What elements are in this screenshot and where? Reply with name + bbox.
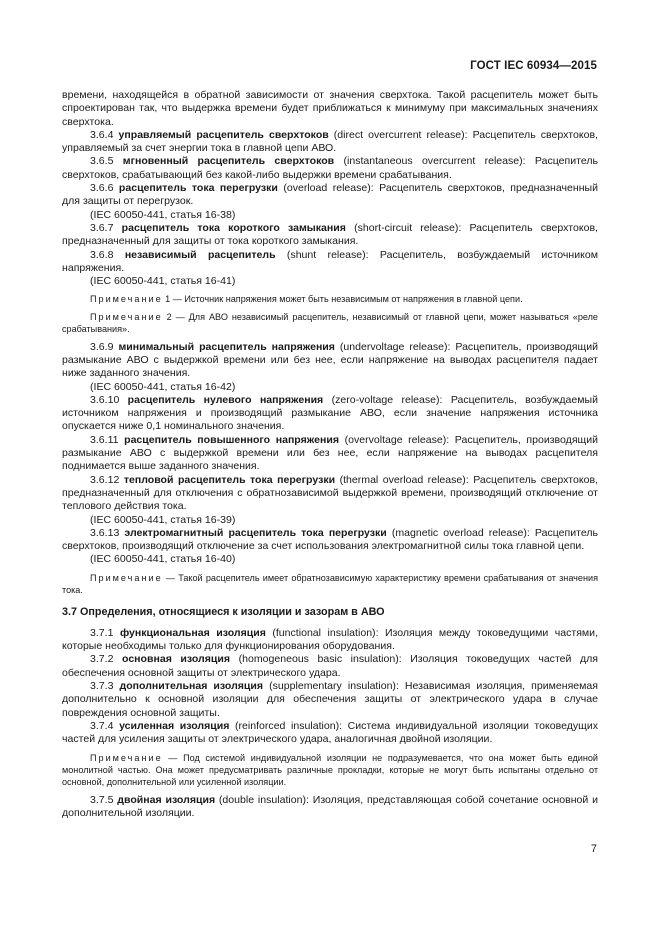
definition-text: (homogeneous basic insulation): Изоляция токоведущих частей для обеспечения основной защиты от электрического удара. <box>62 653 598 679</box>
definition-3-7-2 <box>62 653 598 680</box>
definition-text: (reinforced insulation): Система индивидуальной изоляции токоведущих частей для усиления защиты от электрического удара, аналогичная двойной изоляции. <box>62 719 598 746</box>
clause-number: 3.6.12 <box>90 473 120 486</box>
definition-3-6-11 <box>62 434 598 474</box>
term: расцепитель тока перегрузки <box>118 182 278 195</box>
page-number: 7 <box>590 843 597 855</box>
term: основная изоляция <box>122 653 231 666</box>
definition-text: (undervoltage release): Расцепитель, производящий размыкание АВО с выдержкой времени или без нее, если напряжение на выводах расцепителя падает ниже заданного значения. <box>62 340 598 380</box>
term: двойная изоляция <box>117 793 216 806</box>
clause-number: 3.7.4 <box>90 719 114 732</box>
clause-number: 3.7.3 <box>90 680 114 693</box>
definition-text: (shunt release): Расцепитель, возбуждаемый источником напряжения. <box>62 248 598 274</box>
definition-text: (thermal overload release): Расцепитель сверхтоков, предназначенный для отключения с обратнозависимой выдержкой времени, производящий отключение от теплового действия тока. <box>62 473 598 513</box>
clause-number: 3.6.11 <box>90 433 119 446</box>
note-3-6-13 <box>62 572 598 597</box>
definition-text: (double insulation): Изоляция, представляющая собой сочетание основной и дополнительной изоляции. <box>62 793 598 820</box>
term: усиленная изоляция <box>119 719 230 732</box>
definition-3-6-10 <box>62 394 598 434</box>
clause-number: 3.7.2 <box>90 653 114 666</box>
term: минимальный расцепитель напряжения <box>118 340 335 353</box>
source-reference: (IEC 60050-441, статья 16-42) <box>90 380 236 393</box>
term: управляемый расцепитель сверхтоков <box>118 128 329 141</box>
note-3-6-8-2 <box>62 311 598 336</box>
definition-3-6-9 <box>62 341 598 381</box>
definition-text: (zero-voltage release): Расцепитель, возбуждаемый источником напряжения и производящий размыкание АВО, если значение напряжения источника опускается ниже 0,1 номинального значения. <box>62 393 598 433</box>
note-label: Примечание <box>90 572 163 583</box>
clause-number: 3.6.9 <box>90 340 114 353</box>
note-text: — Под системой индивидуальной изоляции не подразумевается, что она может быть единой монолитной частью. Она может предусматривать различные прокладки, которые не могут быть испытаны отдельно от основной, дополнительной или усиленной изоляции. <box>62 752 598 788</box>
definition-3-7-4 <box>62 720 598 747</box>
definition-3-7-1 <box>62 627 598 654</box>
definition-text: (overvoltage release): Расцепитель, производящий размыкание АВО с выдержкой времени или без нее, если напряжение на выводах расцепителя поднимается выше заданного значения. <box>62 433 598 473</box>
standard-header: ГОСТ IEC 60934—2015 <box>470 60 597 72</box>
definition-text: (direct overcurrent release): Расцепитель сверхтоков, управляемый за счет энергии тока в главной цепи АВО. <box>62 128 598 155</box>
source-reference: (IEC 60050-441, статья 16-41) <box>90 275 236 288</box>
definition-text: (functional insulation): Изоляция между токоведущими частями, которые необходимы только для функционирования оборудования. <box>62 626 599 653</box>
term: функциональная изоляция <box>119 626 266 639</box>
document-body <box>62 89 598 820</box>
note-text: — Такой расцепитель имеет обратнозависимую характеристику времени срабатывания от значения тока. <box>62 572 598 596</box>
definition-3-6-5 <box>62 155 598 182</box>
clause-number: 3.6.4 <box>90 128 114 141</box>
term: независимый расцепитель <box>124 248 276 261</box>
note-text: 1 — Источник напряжения может быть независимым от напряжения в главной цепи. <box>162 294 523 305</box>
term: расцепитель повышенного напряжения <box>124 433 339 446</box>
term: дополнительная изоляция <box>119 680 264 693</box>
definition-3-7-3 <box>62 680 598 720</box>
section-heading-3-7: 3.7 Определения, относящиеся к изоляции и зазорам в АВО <box>62 605 385 618</box>
term: тепловой расцепитель тока перегрузки <box>123 473 336 486</box>
note-label: Примечание <box>90 311 163 322</box>
definition-3-7-5 <box>62 794 598 821</box>
clause-number: 3.7.1 <box>90 626 114 639</box>
term: расцепитель нулевого напряжения <box>127 393 324 406</box>
note-3-7-4 <box>62 752 598 789</box>
clause-number: 3.6.6 <box>90 182 114 195</box>
definition-text: (supplementary insulation): Независимая изоляция, применяемая дополнительно к основной изоляции для обеспечения защиты от электрического удара в случае повреждения основной защиты. <box>62 680 598 719</box>
definition-3-6-12 <box>62 474 598 514</box>
term: мгновенный расцепитель сверхтоков <box>122 155 335 168</box>
note-label: Примечание <box>90 752 163 763</box>
note-3-6-8-1 <box>62 293 598 305</box>
clause-number: 3.7.5 <box>90 793 114 806</box>
clause-number: 3.6.5 <box>90 155 114 168</box>
term: расцепитель тока короткого замыкания <box>121 221 346 234</box>
definition-text: (overload release): Расцепитель сверхтоков, предназначенный для защиты от перегрузок. <box>62 182 598 208</box>
definition-3-6-7 <box>62 222 598 249</box>
clause-number: 3.6.10 <box>90 393 120 406</box>
term: электромагнитный расцепитель тока перегрузки <box>124 526 387 539</box>
note-text: 2 — Для АВО независимый расцепитель, независимый от главной цепи, может называться «реле срабатывания». <box>62 311 598 335</box>
source-reference: (IEC 60050-441, статья 16-40) <box>90 553 236 566</box>
clause-number: 3.6.7 <box>90 221 114 234</box>
clause-number: 3.6.8 <box>90 248 114 261</box>
continuation-paragraph: времени, находящейся в обратной зависимости от значения сверхтока. Такой расцепитель может быть спроектирован так, что выдержка времени будет приближаться к минимуму при максимальных значениях сверхтока. <box>62 89 598 128</box>
definition-3-6-13 <box>62 527 598 554</box>
definition-3-6-4 <box>62 129 598 156</box>
source-reference: (IEC 60050-441, статья 16-39) <box>90 513 236 526</box>
clause-number: 3.6.13 <box>90 526 120 539</box>
note-label: Примечание <box>90 294 163 305</box>
definition-3-6-6 <box>62 182 598 209</box>
definition-text: (short-circuit release): Расцепитель сверхтоков, предназначенный для защиты от тока короткого замыкания. <box>62 221 598 248</box>
definition-text: (instantaneous overcurrent release): Расцепитель сверхтоков, срабатывающий без какой-либо выдержки времени срабатывания. <box>62 155 598 181</box>
source-reference: (IEC 60050-441, статья 16-38) <box>90 208 236 221</box>
definition-3-6-8 <box>62 249 598 276</box>
definition-text: (magnetic overload release): Расцепитель сверхтоков, производящий отключение за счет использования электромагнитной силы тока главной цепи. <box>62 526 598 553</box>
